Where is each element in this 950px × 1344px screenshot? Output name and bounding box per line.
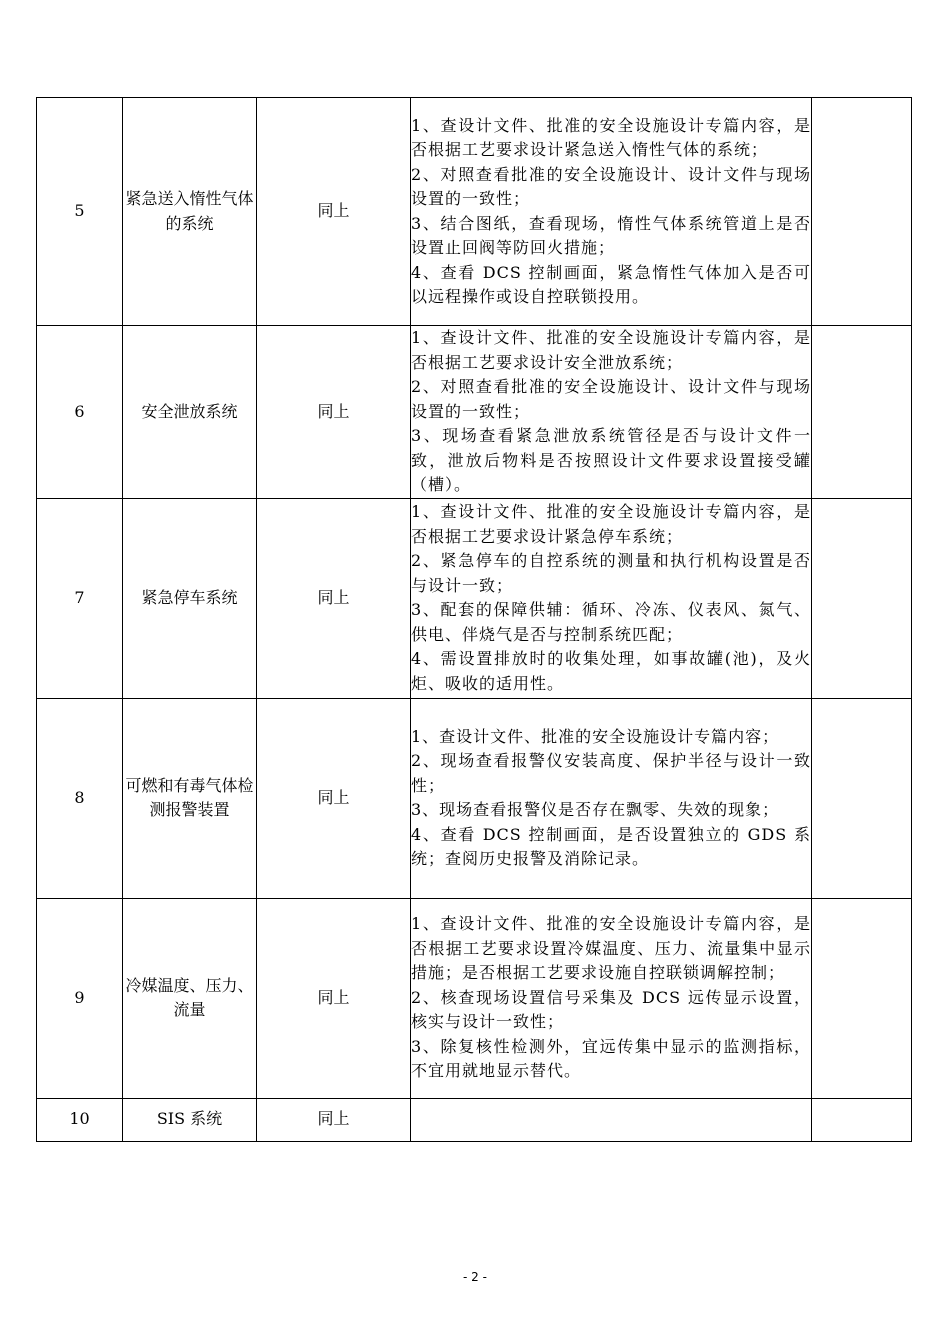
- row-basis: 同上: [257, 1098, 411, 1141]
- inspection-table: [36, 97, 912, 1142]
- row-basis: 同上: [257, 98, 411, 326]
- row-basis: 同上: [257, 498, 411, 698]
- content-line: 3、结合图纸，查看现场，惰性气体系统管道上是否设置止回阀等防回火措施；: [411, 213, 811, 257]
- table-row: [37, 1098, 912, 1141]
- content-line: 2、对照查看批准的安全设施设计、设计文件与现场设置的一致性；: [411, 377, 811, 421]
- content-line: 2、现场查看报警仪安装高度、保护半径与设计一致性；: [411, 751, 811, 795]
- content-line: 1、查设计文件、批准的安全设施设计专篇内容，是否根据工艺要求设置冷媒温度、压力、流量集中显示措施；是否根据工艺要求设施自控联锁调解控制；: [411, 914, 811, 983]
- content-line: 2、紧急停车的自控系统的测量和执行机构设置是否与设计一致；: [411, 551, 811, 595]
- table-row: [37, 498, 912, 698]
- content-line: 1、查设计文件、批准的安全设施设计专篇内容，是否根据工艺要求设计安全泄放系统；: [411, 328, 811, 372]
- table-row: [37, 698, 912, 898]
- content-line: 2、对照查看批准的安全设施设计、设计文件与现场设置的一致性；: [411, 164, 811, 208]
- row-remark: [812, 1098, 912, 1141]
- row-basis: 同上: [257, 326, 411, 499]
- page-number: - 2 -: [463, 1270, 487, 1284]
- content-line: 4、查看 DCS 控制画面，是否设置独立的 GDS 系统；查阅历史报警及消除记录。: [411, 824, 811, 868]
- row-item: SIS 系统: [123, 1098, 257, 1141]
- row-number: 7: [37, 498, 123, 698]
- row-content: [411, 1098, 812, 1141]
- row-basis: 同上: [257, 898, 411, 1098]
- row-remark: [812, 898, 912, 1098]
- content-line: 1、查设计文件、批准的安全设施设计专篇内容；: [411, 726, 780, 746]
- row-item: 可燃和有毒气体检测报警装置: [123, 698, 257, 898]
- row-item: 冷媒温度、压力、流量: [123, 898, 257, 1098]
- row-item: 紧急送入惰性气体的系统: [123, 98, 257, 326]
- row-number: 5: [37, 98, 123, 326]
- table-row: [37, 326, 912, 499]
- row-content: [411, 98, 812, 326]
- row-content: [411, 698, 812, 898]
- row-remark: [812, 98, 912, 326]
- row-number: 9: [37, 898, 123, 1098]
- row-content: [411, 898, 812, 1098]
- table-row: [37, 898, 912, 1098]
- content-line: 4、查看 DCS 控制画面，紧急惰性气体加入是否可以远程操作或设自控联锁投用。: [411, 262, 811, 306]
- table-row: [37, 98, 912, 326]
- row-content: [411, 326, 812, 499]
- content-line: 4、需设置排放时的收集处理，如事故罐(池)，及火炬、吸收的适用性。: [411, 649, 811, 693]
- row-number: 6: [37, 326, 123, 499]
- content-line: 3、除复核性检测外，宜远传集中显示的监测指标，不宜用就地显示替代。: [411, 1036, 811, 1081]
- content-line: 3、现场查看报警仪是否存在飘零、失效的现象；: [411, 800, 780, 819]
- row-number: 10: [37, 1098, 123, 1141]
- row-remark: [812, 326, 912, 499]
- content-line: 3、配套的保障供辅：循环、冷冻、仪表风、氮气、供电、伴烧气是否与控制系统匹配；: [411, 600, 811, 644]
- row-remark: [812, 498, 912, 698]
- row-basis: 同上: [257, 698, 411, 898]
- content-line: 3、现场查看紧急泄放系统管径是否与设计文件一致，泄放后物料是否按照设计文件要求设置接受罐（槽）。: [411, 426, 811, 494]
- content-line: 2、核查现场设置信号采集及 DCS 远传显示设置，核实与设计一致性；: [411, 987, 811, 1032]
- row-item: 紧急停车系统: [123, 498, 257, 698]
- row-number: 8: [37, 698, 123, 898]
- row-content: [411, 498, 812, 698]
- content-line: 1、查设计文件、批准的安全设施设计专篇内容，是否根据工艺要求设计紧急停车系统；: [411, 502, 811, 546]
- row-item: 安全泄放系统: [123, 326, 257, 499]
- content-line: 1、查设计文件、批准的安全设施设计专篇内容，是否根据工艺要求设计紧急送入惰性气体的系统；: [411, 115, 811, 159]
- row-remark: [812, 698, 912, 898]
